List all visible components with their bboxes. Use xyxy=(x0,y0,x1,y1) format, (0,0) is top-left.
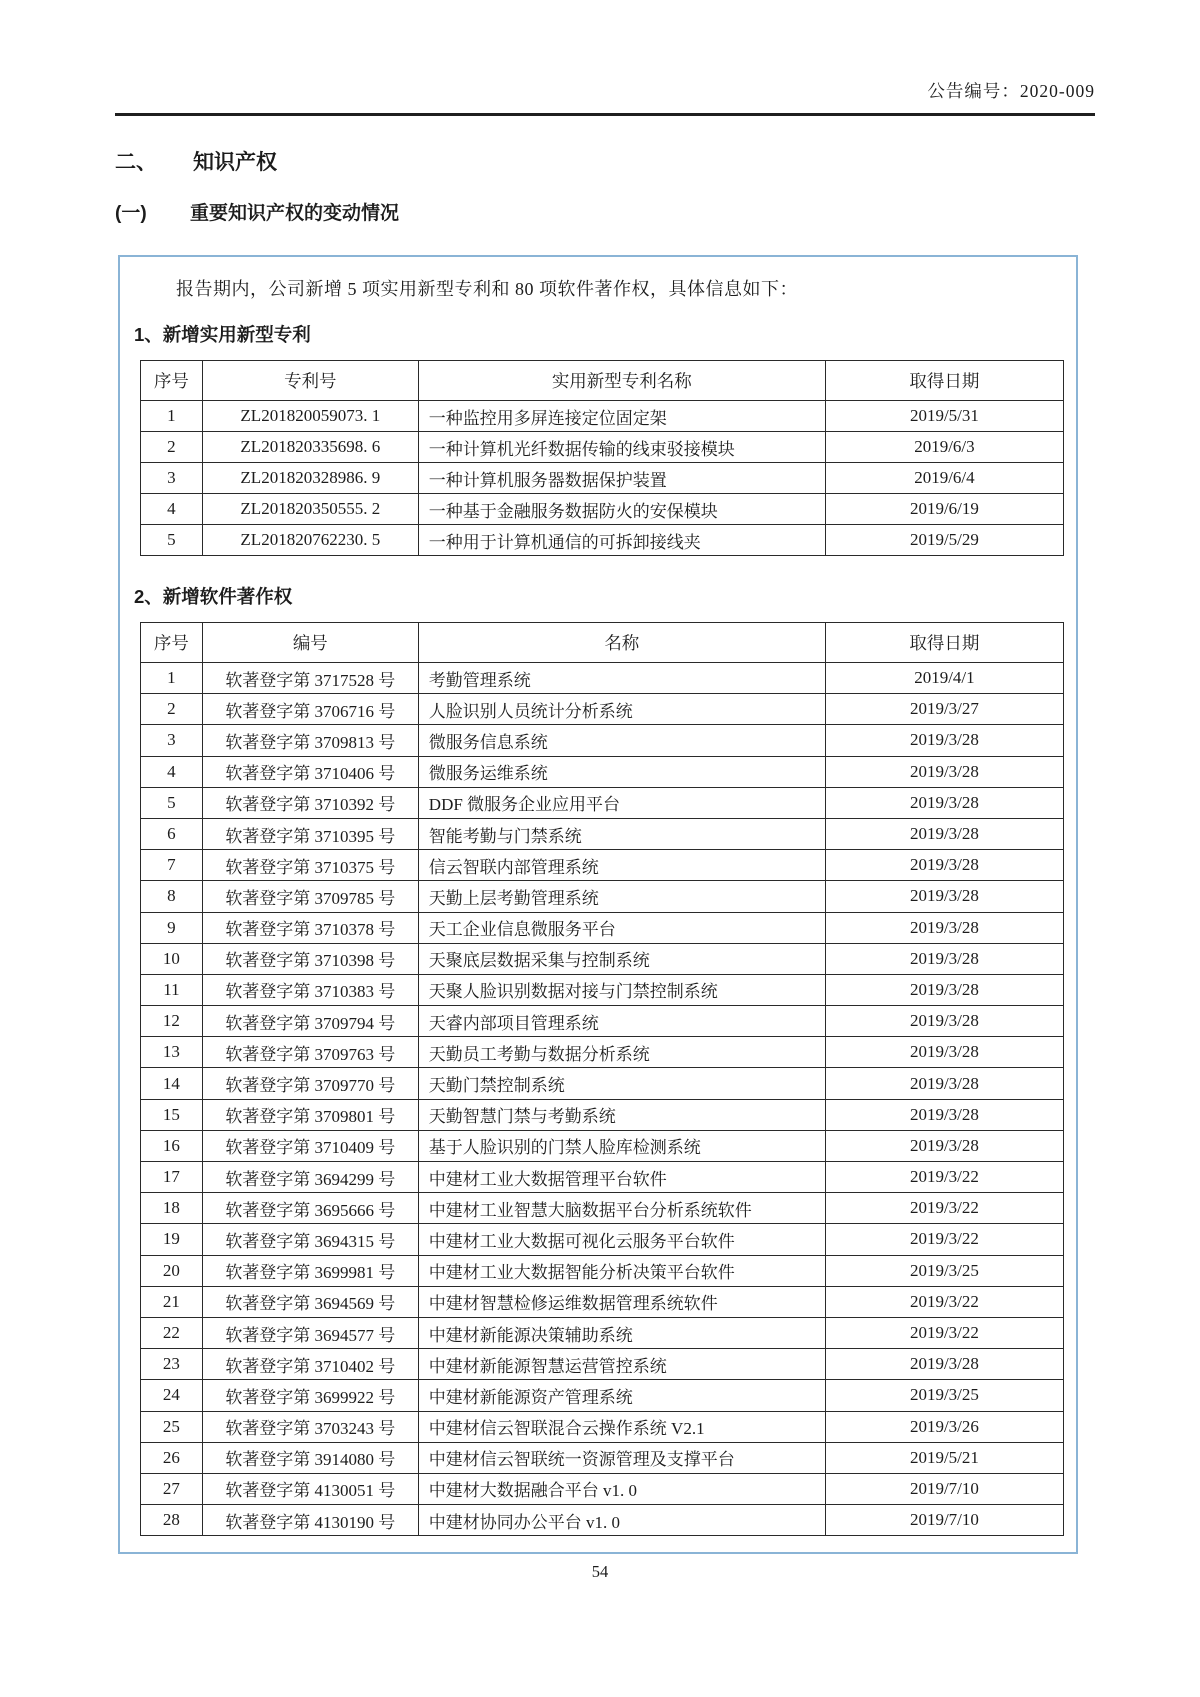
table-cell: 软著登字第 3709770 号 xyxy=(202,1068,418,1099)
table-row xyxy=(141,943,1064,974)
table-cell: 2019/3/28 xyxy=(825,974,1063,1005)
table-cell: 2019/3/22 xyxy=(825,1162,1063,1193)
table-cell: 软著登字第 3709763 号 xyxy=(202,1037,418,1068)
table-row xyxy=(141,1411,1064,1442)
table-cell: 天勤智慧门禁与考勤系统 xyxy=(418,1099,825,1130)
table-row xyxy=(141,1099,1064,1130)
table-cell: 6 xyxy=(141,818,203,849)
table-cell: 2019/3/28 xyxy=(825,943,1063,974)
table-cell: 软著登字第 3699922 号 xyxy=(202,1380,418,1411)
table-cell: 中建材工业智慧大脑数据平台分析系统软件 xyxy=(418,1193,825,1224)
content-box xyxy=(118,255,1078,1554)
table-cell: 7 xyxy=(141,850,203,881)
table-cell: 微服务运维系统 xyxy=(418,756,825,787)
column-header: 序号 xyxy=(141,623,203,663)
table-cell: 26 xyxy=(141,1442,203,1473)
table-cell: 天工企业信息微服务平台 xyxy=(418,912,825,943)
table-row xyxy=(141,881,1064,912)
table-cell: 软著登字第 3709794 号 xyxy=(202,1006,418,1037)
table-row xyxy=(141,818,1064,849)
table-cell: 23 xyxy=(141,1349,203,1380)
table-cell: 21 xyxy=(141,1286,203,1317)
table-cell: 2019/6/4 xyxy=(825,463,1063,494)
table-cell: 2019/5/31 xyxy=(825,401,1063,432)
table-cell: 5 xyxy=(141,787,203,818)
table-cell: 中建材工业大数据管理平台软件 xyxy=(418,1162,825,1193)
table-cell: 人脸识别人员统计分析系统 xyxy=(418,694,825,725)
table-cell: 软著登字第 3710375 号 xyxy=(202,850,418,881)
table-cell: 中建材新能源决策辅助系统 xyxy=(418,1317,825,1348)
column-header: 取得日期 xyxy=(825,361,1063,401)
table-cell: DDF 微服务企业应用平台 xyxy=(418,787,825,818)
patents-heading: 1、新增实用新型专利 xyxy=(134,324,311,345)
column-header: 取得日期 xyxy=(825,623,1063,663)
table-cell: 2019/3/22 xyxy=(825,1224,1063,1255)
table-cell: 2 xyxy=(141,694,203,725)
table-cell: 2019/3/28 xyxy=(825,850,1063,881)
table-cell: 软著登字第 3914080 号 xyxy=(202,1442,418,1473)
table-row xyxy=(141,463,1064,494)
table-cell: 2019/3/22 xyxy=(825,1317,1063,1348)
table-cell: 一种计算机服务器数据保护装置 xyxy=(418,463,825,494)
table-row xyxy=(141,756,1064,787)
table-cell: 27 xyxy=(141,1473,203,1504)
table-cell: 软著登字第 3694577 号 xyxy=(202,1317,418,1348)
table-cell: 软著登字第 3710392 号 xyxy=(202,787,418,818)
column-header: 实用新型专利名称 xyxy=(418,361,825,401)
table-cell: ZL201820328986. 9 xyxy=(202,463,418,494)
table-cell: 20 xyxy=(141,1255,203,1286)
table-cell: 软著登字第 4130051 号 xyxy=(202,1473,418,1504)
patents-table-body xyxy=(141,401,1064,556)
table-cell: ZL201820350555. 2 xyxy=(202,494,418,525)
table-cell: 2019/3/28 xyxy=(825,787,1063,818)
table-row xyxy=(141,1068,1064,1099)
table-row xyxy=(141,1130,1064,1161)
table-cell: 28 xyxy=(141,1505,203,1536)
table-cell: 5 xyxy=(141,525,203,556)
table-cell: 软著登字第 3717528 号 xyxy=(202,663,418,694)
intro-paragraph: 报告期内，公司新增 5 项实用新型专利和 80 项软件著作权，具体信息如下： xyxy=(176,279,798,299)
table-cell: 18 xyxy=(141,1193,203,1224)
table-cell: 一种监控用多屏连接定位固定架 xyxy=(418,401,825,432)
table-cell: 一种基于金融服务数据防火的安保模块 xyxy=(418,494,825,525)
table-cell: 微服务信息系统 xyxy=(418,725,825,756)
page-number: 54 xyxy=(591,1562,609,1581)
column-header: 名称 xyxy=(418,623,825,663)
table-cell: 13 xyxy=(141,1037,203,1068)
table-row xyxy=(141,850,1064,881)
table-cell: 2019/3/28 xyxy=(825,818,1063,849)
table-cell: 2019/3/28 xyxy=(825,912,1063,943)
table-cell: 天睿内部项目管理系统 xyxy=(418,1006,825,1037)
copyrights-table-body xyxy=(141,663,1064,1536)
table-cell: 软著登字第 3710398 号 xyxy=(202,943,418,974)
table-row xyxy=(141,1006,1064,1037)
table-cell: 2019/7/10 xyxy=(825,1473,1063,1504)
table-cell: 天勤门禁控制系统 xyxy=(418,1068,825,1099)
patents-table xyxy=(140,360,1064,556)
table-cell: 22 xyxy=(141,1317,203,1348)
table-cell: 软著登字第 3694299 号 xyxy=(202,1162,418,1193)
table-cell: 中建材工业大数据智能分析决策平台软件 xyxy=(418,1255,825,1286)
table-row xyxy=(141,663,1064,694)
table-cell: 1 xyxy=(141,663,203,694)
table-row xyxy=(141,1286,1064,1317)
table-row xyxy=(141,912,1064,943)
table-cell: 2019/5/21 xyxy=(825,1442,1063,1473)
table-cell: 9 xyxy=(141,912,203,943)
table-cell: 软著登字第 3695666 号 xyxy=(202,1193,418,1224)
table-cell: 16 xyxy=(141,1130,203,1161)
table-cell: 软著登字第 3709785 号 xyxy=(202,881,418,912)
section-title-text: 知识产权 xyxy=(193,151,277,174)
patents-table-head xyxy=(141,361,1064,401)
table-cell: 软著登字第 4130190 号 xyxy=(202,1505,418,1536)
table-cell: 4 xyxy=(141,494,203,525)
table-cell: 2019/3/28 xyxy=(825,1006,1063,1037)
table-cell: 软著登字第 3694569 号 xyxy=(202,1286,418,1317)
table-cell: 1 xyxy=(141,401,203,432)
table-cell: 2019/3/28 xyxy=(825,1099,1063,1130)
table-cell: 软著登字第 3710402 号 xyxy=(202,1349,418,1380)
table-cell: 2019/3/28 xyxy=(825,756,1063,787)
table-cell: 2019/3/28 xyxy=(825,725,1063,756)
table-cell: 2019/3/28 xyxy=(825,881,1063,912)
table-cell: 软著登字第 3710406 号 xyxy=(202,756,418,787)
table-cell: 2019/4/1 xyxy=(825,663,1063,694)
table-cell: 信云智联内部管理系统 xyxy=(418,850,825,881)
table-cell: 中建材大数据融合平台 v1. 0 xyxy=(418,1473,825,1504)
table-row xyxy=(141,1193,1064,1224)
table-cell: 一种计算机光纤数据传输的线束驳接模块 xyxy=(418,432,825,463)
copyrights-table-head xyxy=(141,623,1064,663)
table-cell: 19 xyxy=(141,1224,203,1255)
table-row xyxy=(141,1162,1064,1193)
table-cell: 15 xyxy=(141,1099,203,1130)
table-cell: 4 xyxy=(141,756,203,787)
table-cell: 软著登字第 3710383 号 xyxy=(202,974,418,1005)
table-row xyxy=(141,974,1064,1005)
table-cell: 中建材新能源智慧运营管控系统 xyxy=(418,1349,825,1380)
table-row xyxy=(141,1505,1064,1536)
table-cell: 软著登字第 3710395 号 xyxy=(202,818,418,849)
table-row xyxy=(141,1473,1064,1504)
table-cell: 2019/3/25 xyxy=(825,1255,1063,1286)
table-row xyxy=(141,725,1064,756)
table-row xyxy=(141,787,1064,818)
table-cell: 2019/3/28 xyxy=(825,1037,1063,1068)
table-row xyxy=(141,1255,1064,1286)
table-cell: 17 xyxy=(141,1162,203,1193)
table-row xyxy=(141,694,1064,725)
table-cell: 软著登字第 3694315 号 xyxy=(202,1224,418,1255)
table-cell: 中建材新能源资产管理系统 xyxy=(418,1380,825,1411)
table-cell: ZL201820335698. 6 xyxy=(202,432,418,463)
table-cell: 软著登字第 3710378 号 xyxy=(202,912,418,943)
table-cell: 11 xyxy=(141,974,203,1005)
table-cell: 3 xyxy=(141,725,203,756)
table-cell: 中建材信云智联混合云操作系统 V2.1 xyxy=(418,1411,825,1442)
table-cell: 2 xyxy=(141,432,203,463)
table-cell: 中建材信云智联统一资源管理及支撑平台 xyxy=(418,1442,825,1473)
table-cell: 中建材工业大数据可视化云服务平台软件 xyxy=(418,1224,825,1255)
table-cell: ZL201820762230. 5 xyxy=(202,525,418,556)
table-header-row xyxy=(141,623,1064,663)
table-cell: 2019/3/26 xyxy=(825,1411,1063,1442)
table-cell: 12 xyxy=(141,1006,203,1037)
table-row xyxy=(141,494,1064,525)
table-row xyxy=(141,1442,1064,1473)
table-cell: 2019/3/28 xyxy=(825,1068,1063,1099)
table-cell: 2019/3/27 xyxy=(825,694,1063,725)
table-cell: 2019/3/22 xyxy=(825,1193,1063,1224)
table-cell: ZL201820059073. 1 xyxy=(202,401,418,432)
table-cell: 14 xyxy=(141,1068,203,1099)
copyrights-table xyxy=(140,622,1064,1536)
table-cell: 中建材智慧检修运维数据管理系统软件 xyxy=(418,1286,825,1317)
column-header: 序号 xyxy=(141,361,203,401)
table-cell: 2019/6/19 xyxy=(825,494,1063,525)
table-cell: 24 xyxy=(141,1380,203,1411)
subsection-title xyxy=(115,198,1095,225)
table-cell: 天聚底层数据采集与控制系统 xyxy=(418,943,825,974)
table-cell: 2019/3/22 xyxy=(825,1286,1063,1317)
table-cell: 中建材协同办公平台 v1. 0 xyxy=(418,1505,825,1536)
table-row xyxy=(141,1037,1064,1068)
table-cell: 天勤员工考勤与数据分析系统 xyxy=(418,1037,825,1068)
table-cell: 10 xyxy=(141,943,203,974)
table-cell: 2019/3/25 xyxy=(825,1380,1063,1411)
table-row xyxy=(141,1349,1064,1380)
table-cell: 软著登字第 3699981 号 xyxy=(202,1255,418,1286)
section-title xyxy=(115,146,1095,176)
table-cell: 2019/3/28 xyxy=(825,1130,1063,1161)
copyrights-heading: 2、新增软件著作权 xyxy=(134,586,293,607)
table-row xyxy=(141,525,1064,556)
table-row xyxy=(141,401,1064,432)
table-row xyxy=(141,432,1064,463)
table-cell: 软著登字第 3706716 号 xyxy=(202,694,418,725)
table-cell: 软著登字第 3703243 号 xyxy=(202,1411,418,1442)
announcement-number: 公告编号：2020-009 xyxy=(115,78,1095,116)
subsection-title-text: 重要知识产权的变动情况 xyxy=(190,203,400,224)
table-cell: 考勤管理系统 xyxy=(418,663,825,694)
subsection-title-number: (一) xyxy=(115,203,147,224)
table-cell: 软著登字第 3710409 号 xyxy=(202,1130,418,1161)
table-cell: 25 xyxy=(141,1411,203,1442)
table-cell: 天聚人脸识别数据对接与门禁控制系统 xyxy=(418,974,825,1005)
table-cell: 2019/5/29 xyxy=(825,525,1063,556)
table-cell: 2019/6/3 xyxy=(825,432,1063,463)
section-title-number: 二、 xyxy=(115,151,157,174)
table-cell: 一种用于计算机通信的可拆卸接线夹 xyxy=(418,525,825,556)
column-header: 编号 xyxy=(202,623,418,663)
table-cell: 基于人脸识别的门禁人脸库检测系统 xyxy=(418,1130,825,1161)
table-row xyxy=(141,1317,1064,1348)
table-cell: 天勤上层考勤管理系统 xyxy=(418,881,825,912)
table-cell: 2019/3/28 xyxy=(825,1349,1063,1380)
table-cell: 智能考勤与门禁系统 xyxy=(418,818,825,849)
table-cell: 软著登字第 3709813 号 xyxy=(202,725,418,756)
table-cell: 3 xyxy=(141,463,203,494)
table-cell: 2019/7/10 xyxy=(825,1505,1063,1536)
table-header-row xyxy=(141,361,1064,401)
column-header: 专利号 xyxy=(202,361,418,401)
table-row xyxy=(141,1380,1064,1411)
table-cell: 软著登字第 3709801 号 xyxy=(202,1099,418,1130)
table-row xyxy=(141,1224,1064,1255)
table-cell: 8 xyxy=(141,881,203,912)
